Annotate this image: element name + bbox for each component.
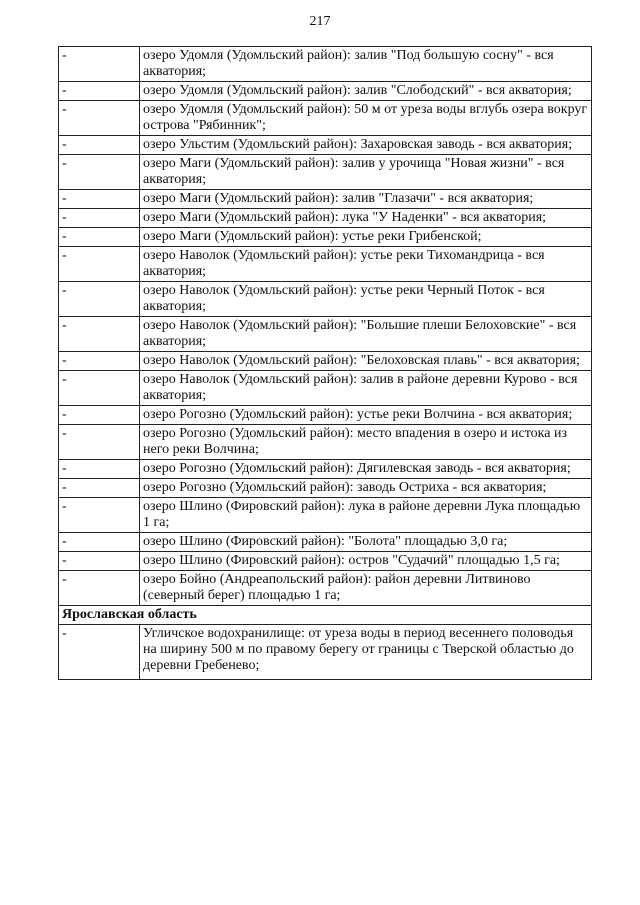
- row-marker: -: [59, 479, 140, 498]
- row-marker: -: [59, 209, 140, 228]
- row-description: озеро Шлино (Фировский район): "Болота" площадью 3,0 га;: [140, 533, 592, 552]
- table-row: [59, 209, 592, 228]
- row-description: озеро Удомля (Удомльский район): залив "Слободский" - вся акватория;: [140, 82, 592, 101]
- row-description: озеро Рогозно (Удомльский район): устье реки Волчина - вся акватория;: [140, 406, 592, 425]
- row-description: озеро Наволок (Удомльский район): "Белоховская плавь" - вся акватория;: [140, 352, 592, 371]
- table-row: [59, 247, 592, 282]
- table-row: [59, 228, 592, 247]
- row-description: озеро Шлино (Фировский район): остров "Судачий" площадью 1,5 га;: [140, 552, 592, 571]
- row-description: озеро Наволок (Удомльский район): устье реки Черный Поток - вся акватория;: [140, 282, 592, 317]
- row-description: озеро Рогозно (Удомльский район): место впадения в озеро и истока из него реки Волчина;: [140, 425, 592, 460]
- row-marker: -: [59, 136, 140, 155]
- table-row: [59, 352, 592, 371]
- row-description: озеро Рогозно (Удомльский район): заводь Остриха - вся акватория;: [140, 479, 592, 498]
- table-row: [59, 190, 592, 209]
- row-marker: -: [59, 498, 140, 533]
- row-description: озеро Удомля (Удомльский район): 50 м от уреза воды вглубь озера вокруг острова "Рябинник";: [140, 101, 592, 136]
- row-description: озеро Маги (Удомльский район): залив "Глазачи" - вся акватория;: [140, 190, 592, 209]
- row-description: озеро Маги (Удомльский район): залив у урочища "Новая жизни" - вся акватория;: [140, 155, 592, 190]
- row-marker: -: [59, 47, 140, 82]
- section-header-row: [59, 606, 592, 625]
- row-marker: -: [59, 155, 140, 190]
- table-row: [59, 282, 592, 317]
- row-marker: -: [59, 425, 140, 460]
- row-description: озеро Маги (Удомльский район): устье реки Грибенской;: [140, 228, 592, 247]
- row-marker: -: [59, 625, 140, 680]
- row-description: озеро Наволок (Удомльский район): "Большие плеши Белоховские" - вся акватория;: [140, 317, 592, 352]
- row-description: озеро Наволок (Удомльский район): залив в районе деревни Курово - вся акватория;: [140, 371, 592, 406]
- row-marker: -: [59, 228, 140, 247]
- regulation-table: [58, 46, 592, 680]
- row-marker: -: [59, 317, 140, 352]
- row-marker: -: [59, 282, 140, 317]
- table-row: [59, 533, 592, 552]
- table-row: [59, 625, 592, 680]
- page-number: 217: [309, 14, 331, 29]
- row-marker: -: [59, 552, 140, 571]
- table-row: [59, 101, 592, 136]
- table-row: [59, 406, 592, 425]
- table-row: [59, 82, 592, 101]
- row-marker: -: [59, 190, 140, 209]
- row-marker: -: [59, 247, 140, 282]
- table-row: [59, 571, 592, 606]
- row-marker: -: [59, 101, 140, 136]
- row-marker: -: [59, 371, 140, 406]
- table-row: [59, 425, 592, 460]
- table-row: [59, 317, 592, 352]
- table-row: [59, 136, 592, 155]
- table-row: [59, 47, 592, 82]
- row-description: озеро Наволок (Удомльский район): устье реки Тихомандрица - вся акватория;: [140, 247, 592, 282]
- row-marker: -: [59, 82, 140, 101]
- table-row: [59, 479, 592, 498]
- row-marker: -: [59, 571, 140, 606]
- row-marker: -: [59, 406, 140, 425]
- row-marker: -: [59, 460, 140, 479]
- section-title: Ярославская область: [59, 606, 592, 625]
- row-description: озеро Шлино (Фировский район): лука в районе деревни Лука площадью 1 га;: [140, 498, 592, 533]
- table-row: [59, 155, 592, 190]
- table-row: [59, 371, 592, 406]
- row-description: озеро Маги (Удомльский район): лука "У Наденки" - вся акватория;: [140, 209, 592, 228]
- row-description: озеро Рогозно (Удомльский район): Дягилевская заводь - вся акватория;: [140, 460, 592, 479]
- row-description: озеро Ульстим (Удомльский район): Захаровская заводь - вся акватория;: [140, 136, 592, 155]
- table-row: [59, 460, 592, 479]
- row-marker: -: [59, 352, 140, 371]
- row-description: озеро Бойно (Андреапольский район): район деревни Литвиново (северный берег) площадью 1 га;: [140, 571, 592, 606]
- row-marker: -: [59, 533, 140, 552]
- table-body: [59, 47, 592, 680]
- row-description: озеро Удомля (Удомльский район): залив "Под большую сосну" - вся акватория;: [140, 47, 592, 82]
- table-row: [59, 552, 592, 571]
- row-description: Угличское водохранилище: от уреза воды в период весеннего половодья на ширину 500 м по правому берегу от границы с Тверской областью до деревни Гребенево;: [140, 625, 592, 680]
- table-row: [59, 498, 592, 533]
